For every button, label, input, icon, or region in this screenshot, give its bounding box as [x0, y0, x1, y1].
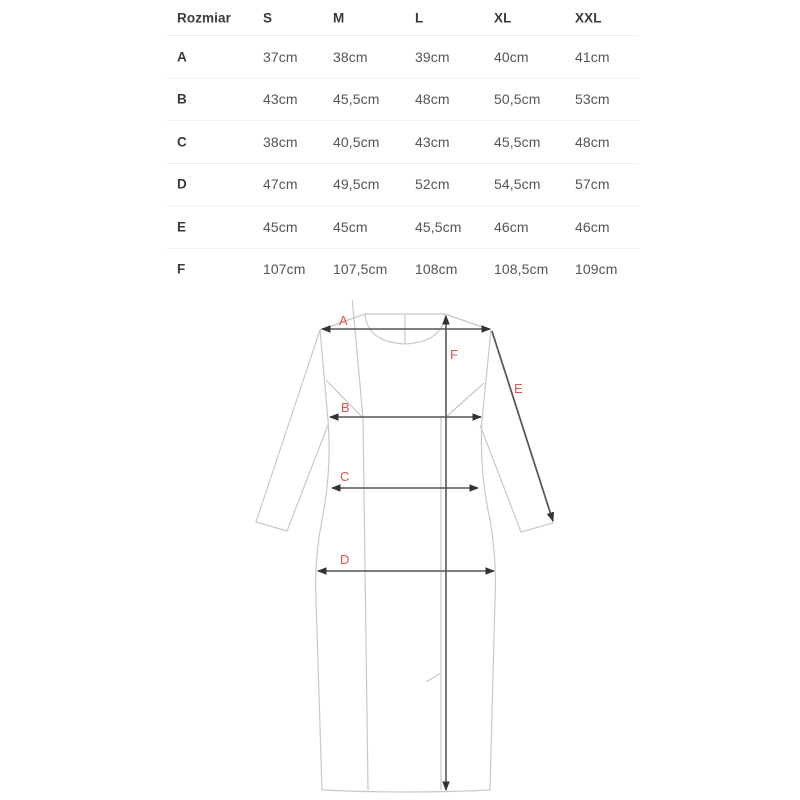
cell-l: 52cm: [415, 176, 450, 193]
measure-e-arrow: [492, 331, 553, 521]
label-b: B: [341, 400, 350, 415]
cell-s: 107cm: [263, 261, 306, 278]
cell-s: 37cm: [263, 48, 298, 65]
header-size-xl: XL: [494, 10, 512, 25]
cell-s: 47cm: [263, 176, 298, 193]
label-e: E: [514, 381, 523, 396]
header-size-s: S: [263, 10, 273, 25]
cell-s: 45cm: [263, 218, 298, 235]
cell-xl: 54,5cm: [494, 176, 541, 193]
cell-m: 45cm: [333, 218, 368, 235]
cell-l: 108cm: [415, 261, 458, 278]
cell-l: 45,5cm: [415, 218, 462, 235]
cell-l: 48cm: [415, 91, 450, 108]
cell-xxl: 48cm: [575, 133, 610, 150]
cell-xxl: 109cm: [575, 261, 618, 278]
cell-m: 107,5cm: [333, 261, 388, 278]
cell-l: 43cm: [415, 133, 450, 150]
row-label: C: [177, 134, 187, 150]
header-size-m: M: [333, 10, 345, 25]
cell-m: 45,5cm: [333, 91, 380, 108]
table-row-a: [166, 36, 638, 79]
row-label: E: [177, 219, 187, 235]
header-size-l: L: [415, 10, 424, 25]
cell-xxl: 53cm: [575, 91, 610, 108]
table-header-row: [166, 0, 638, 36]
row-label: B: [177, 91, 187, 107]
cell-s: 43cm: [263, 91, 298, 108]
row-label: F: [177, 261, 186, 277]
cell-xl: 46cm: [494, 218, 529, 235]
header-size-xxl: XXL: [575, 10, 602, 25]
table-row-d: [166, 164, 638, 207]
table-row-b: [166, 79, 638, 122]
table-row-f: [166, 249, 638, 291]
table-row-e: [166, 206, 638, 249]
cell-xxl: 57cm: [575, 176, 610, 193]
cell-xxl: 41cm: [575, 48, 610, 65]
cell-m: 38cm: [333, 48, 368, 65]
cell-xl: 45,5cm: [494, 133, 541, 150]
cell-xl: 50,5cm: [494, 91, 541, 108]
label-c: C: [340, 469, 350, 484]
cell-xxl: 46cm: [575, 218, 610, 235]
label-d: D: [340, 552, 350, 567]
cell-m: 49,5cm: [333, 176, 380, 193]
row-label: A: [177, 49, 187, 65]
label-a: A: [339, 313, 348, 328]
table-row-c: [166, 121, 638, 164]
row-label: D: [177, 176, 187, 192]
label-f: F: [450, 347, 458, 362]
cell-s: 38cm: [263, 133, 298, 150]
header-rozmiar: Rozmiar: [177, 10, 231, 25]
cell-l: 39cm: [415, 48, 450, 65]
cell-m: 40,5cm: [333, 133, 380, 150]
cell-xl: 40cm: [494, 48, 529, 65]
dress-measurement-diagram: [0, 300, 800, 800]
dress-outline: [256, 300, 553, 792]
cell-xl: 108,5cm: [494, 261, 549, 278]
size-table: [166, 0, 638, 290]
